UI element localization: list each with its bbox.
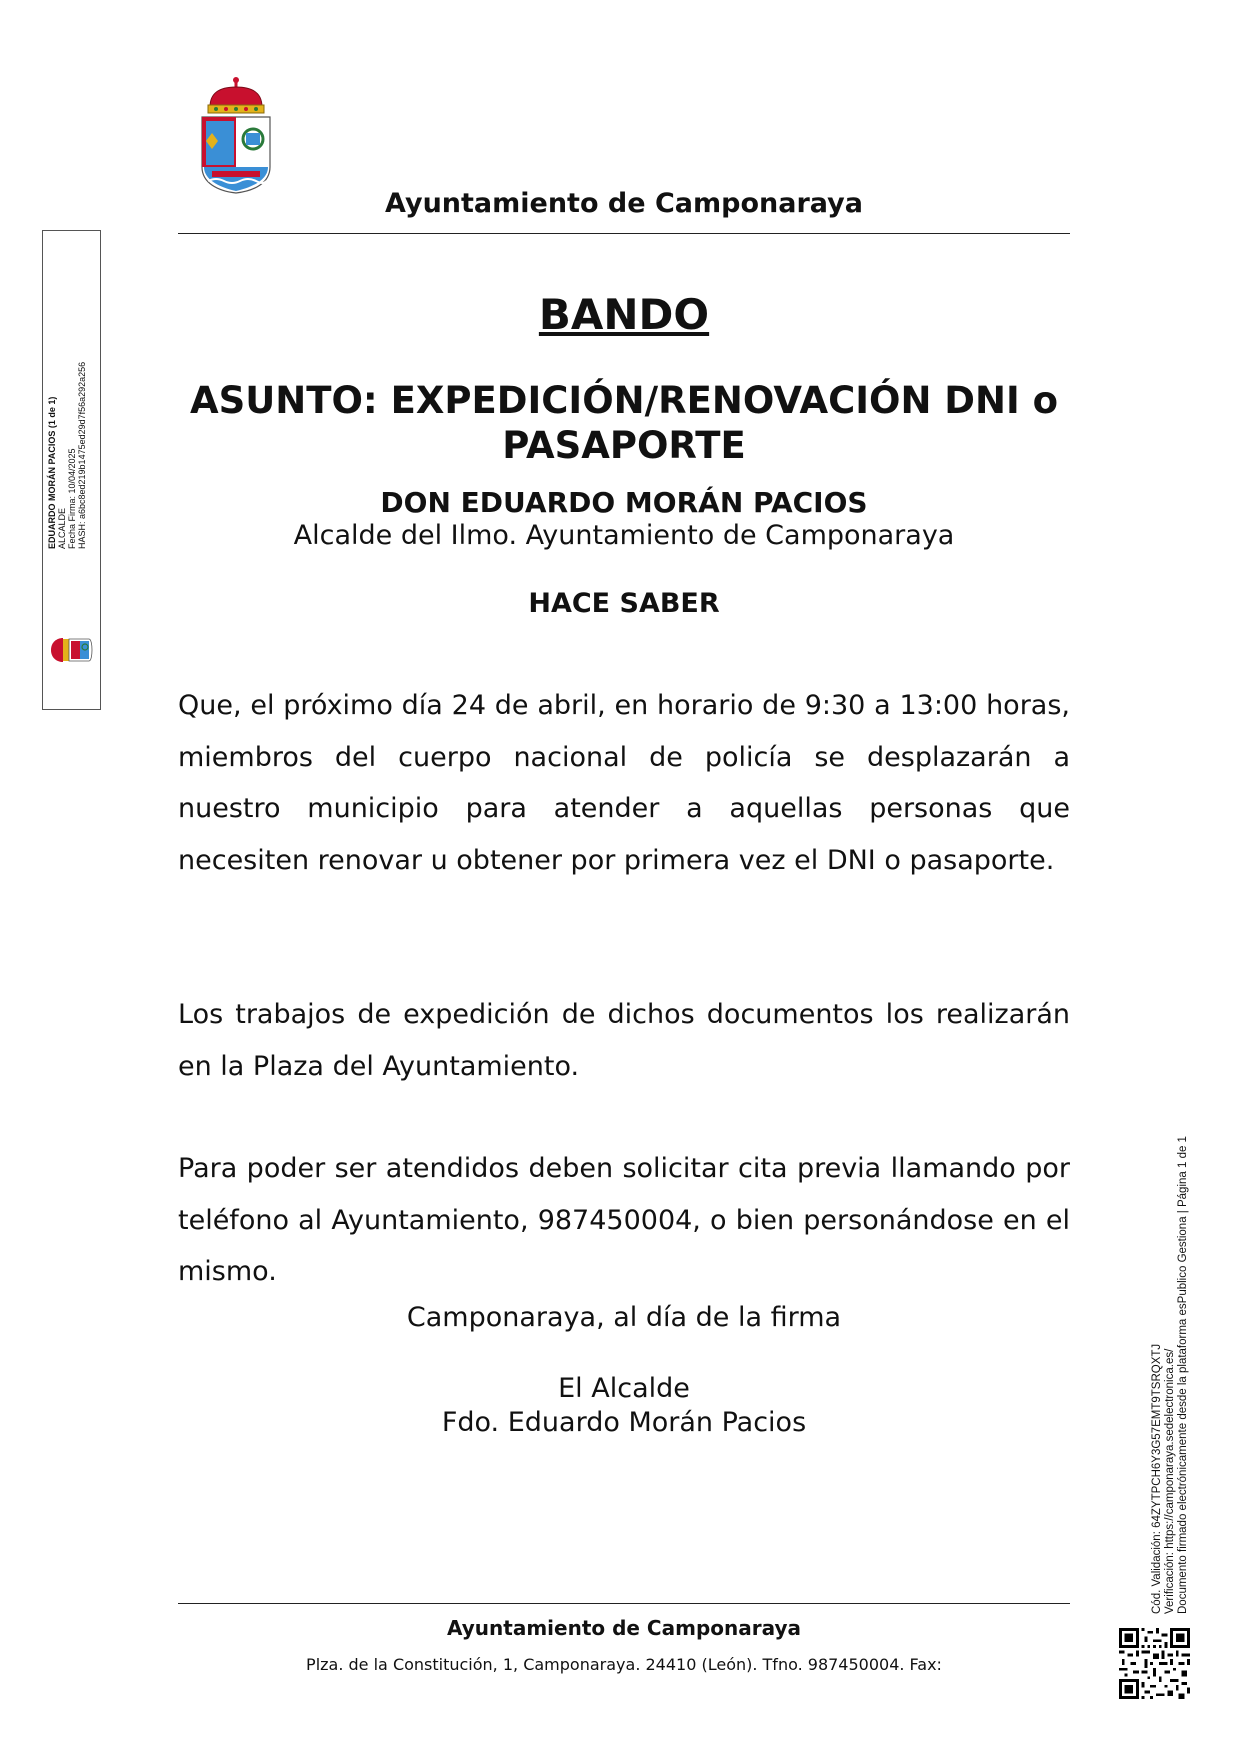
signature-stamp-box [42, 230, 101, 710]
subject-line-2: PASAPORTE [502, 424, 746, 467]
qr-code-icon[interactable] [1119, 1628, 1190, 1699]
announcement-heading: HACE SABER [528, 588, 720, 619]
document-subject [178, 378, 1070, 468]
validation-note: Documento firmado electrónicamente desde la plataforma esPublico Gestiona | Página 1 de 1 [1177, 1136, 1189, 1614]
stamp-role: ALCALDE [57, 507, 67, 549]
stamp-date: Fecha Firma: 10/04/2025 [67, 448, 77, 549]
body-paragraph-2: Los trabajos de expedición de dichos documentos los realizarán en la Plaza del Ayuntamiento. [178, 999, 1070, 1082]
footer-address: Plza. de la Constitución, 1, Camponaraya. 24410 (León). Tfno. 987450004. Fax: [306, 1655, 942, 1674]
subject-line-1: ASUNTO: EXPEDICIÓN/RENOVACIÓN DNI o [189, 379, 1059, 422]
validation-text [1151, 1094, 1190, 1614]
validation-code: Cód. Validación: 64ZYTPCH6Y3G57EMT9TSRQXTJ [1151, 1343, 1163, 1614]
stamp-crest-icon [49, 633, 95, 667]
stamp-hash: HASH: a6bc8ed219b1475ed29d7f56a292a256 [77, 361, 87, 549]
signature-name: Fdo. Eduardo Morán Pacios [441, 1407, 807, 1438]
mayor-name: DON EDUARDO MORÁN PACIOS [380, 486, 868, 519]
document-title: BANDO [538, 290, 710, 339]
signature-stamp-text [47, 289, 87, 549]
closing-line: Camponaraya, al día de la firma [406, 1302, 842, 1333]
footer-title: Ayuntamiento de Camponaraya [446, 1616, 802, 1640]
validation-url: Verificación: https://camponaraya.sedelectronica.es/ [1164, 1348, 1176, 1614]
municipal-crest-logo [182, 75, 290, 195]
signature-role: El Alcalde [558, 1373, 690, 1404]
stamp-signer: EDUARDO MORÁN PACIOS (1 de 1) [47, 396, 57, 549]
mayor-role: Alcalde del Ilmo. Ayuntamiento de Camponaraya [293, 520, 955, 551]
header-divider [178, 233, 1070, 234]
body-paragraph-3: Para poder ser atendidos deben solicitar cita previa llamando por teléfono al Ayuntamiento, 987450004, o bien personándose en el mismo. [178, 1153, 1070, 1287]
body-paragraph-1: Que, el próximo día 24 de abril, en horario de 9:30 a 13:00 horas, miembros del cuerpo nacional de policía se desplazarán a nuestro municipio para atender a aquellas personas que necesiten renovar u obtener por primera vez el DNI o pasaporte. [178, 690, 1070, 876]
header-title: Ayuntamiento de Camponaraya [385, 188, 863, 219]
footer-divider [178, 1603, 1070, 1604]
